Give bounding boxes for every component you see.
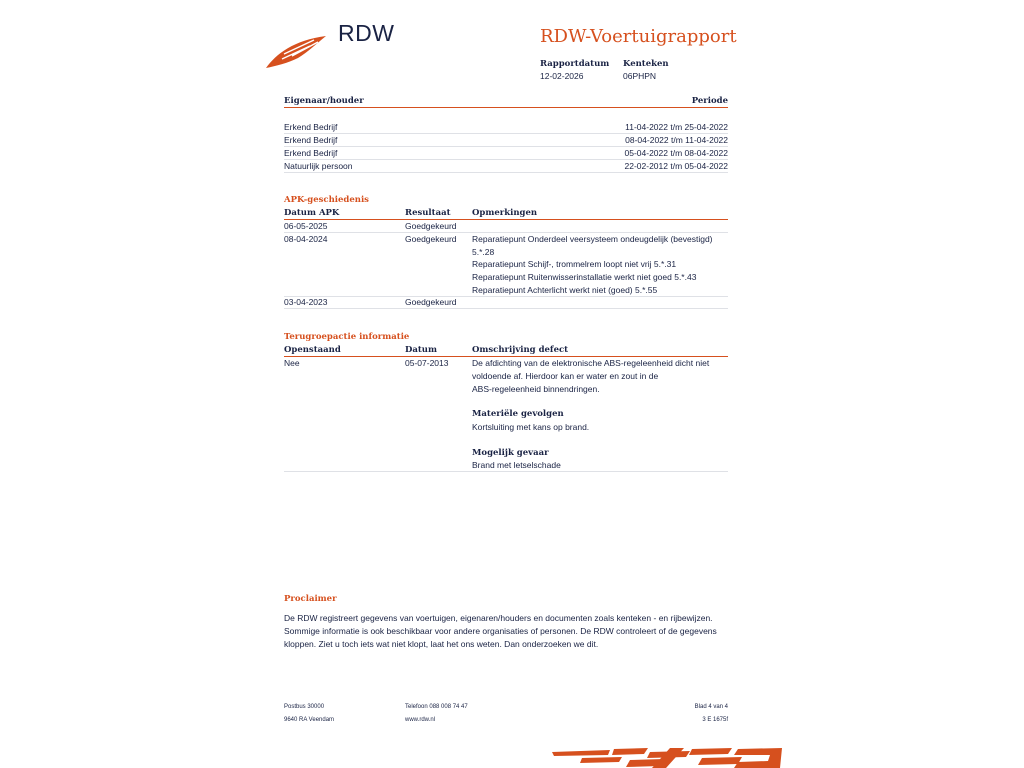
footer-phone: Telefoon 088 008 74 47	[405, 704, 468, 710]
period-cell: 11-04-2022 t/m 25-04-2022	[625, 122, 728, 132]
report-date: 12-02-2026	[540, 71, 584, 81]
logo-text: RDW	[338, 20, 395, 46]
apk-remark-line: Reparatiepunt Onderdeel veersysteem ondeugdelijk (bevestigd)	[472, 234, 713, 244]
owner-cell: Erkend Bedrijf	[284, 148, 338, 158]
divider	[284, 219, 728, 220]
apk-result-header: Resultaat	[405, 208, 451, 218]
apk-remark-line: Reparatiepunt Achterlicht werkt niet (goed) 5.*.55	[472, 285, 658, 295]
proclaimer-line: De RDW registreert gegevens van voertuigen, eigenaren/houders en documenten zoals kenteken - en rijbewijzen.	[284, 613, 713, 623]
proclaimer-title: Proclaimer	[284, 594, 337, 604]
row-divider	[284, 232, 728, 233]
period-cell: 08-04-2022 t/m 11-04-2022	[625, 135, 728, 145]
owner-cell: Erkend Bedrijf	[284, 122, 338, 132]
recall-open-cell: Nee	[284, 358, 300, 368]
apk-remark-line: 5.*.28	[472, 247, 495, 257]
recall-desc-line: voldoende af. Hierdoor kan er water en zout in de	[472, 371, 659, 381]
recall-desc-line: ABS-regeleenheid binnendringen.	[472, 384, 600, 394]
divider	[284, 107, 728, 108]
recall-open-header: Openstaand	[284, 345, 341, 355]
footer-postbus: Postbus 30000	[284, 704, 325, 710]
recall-date-cell: 05-07-2013	[405, 358, 449, 368]
period-column-header: Periode	[691, 96, 728, 106]
apk-section-title: APK-geschiedenis	[284, 195, 369, 205]
report-date-label: Rapportdatum	[540, 59, 610, 69]
row-divider	[284, 133, 728, 134]
apk-date-cell: 03-04-2023	[284, 297, 328, 307]
divider	[284, 356, 728, 357]
proclaimer-line: kloppen. Ziet u toch iets wat niet klopt, laat het ons weten. Dan onderzoeken we dit.	[284, 639, 599, 649]
danger-label: Mogelijk gevaar	[472, 448, 549, 458]
footer-city: 9640 RA Veendam	[284, 717, 335, 723]
rdw-logo-icon	[264, 32, 330, 70]
row-divider	[284, 172, 728, 173]
recall-section-title: Terugroepactie informatie	[284, 332, 410, 342]
proclaimer-line: Sommige informatie is ook beschikbaar voor andere organisaties of personen. De RDW controleert of de gegevens	[284, 626, 717, 636]
consequences-label: Materiële gevolgen	[472, 409, 564, 419]
apk-remarks-header: Opmerkingen	[472, 208, 538, 218]
recall-date-header: Datum	[405, 345, 437, 355]
danger-text: Brand met letselschade	[472, 460, 561, 470]
proclaimer-text	[284, 612, 724, 651]
footer-decoration-icon	[552, 746, 784, 768]
period-cell: 05-04-2022 t/m 08-04-2022	[624, 148, 728, 158]
apk-remark-line: Reparatiepunt Schijf-, trommelrem loopt niet vrij 5.*.31	[472, 259, 677, 269]
apk-result-cell: Goedgekeurd	[405, 234, 457, 244]
period-cell: 22-02-2012 t/m 05-04-2022	[624, 161, 728, 171]
row-divider	[284, 146, 728, 147]
recall-desc-header: Omschrijving defect	[472, 345, 569, 355]
apk-date-cell: 06-05-2025	[284, 221, 328, 231]
apk-date-cell: 08-04-2024	[284, 234, 328, 244]
owner-cell: Natuurlijk persoon	[284, 161, 353, 171]
row-divider	[284, 471, 728, 472]
plate-label: Kenteken	[623, 59, 669, 69]
apk-result-cell: Goedgekeurd	[405, 221, 457, 231]
row-divider	[284, 308, 728, 309]
footer-web-link[interactable]: www.rdw.nl	[405, 717, 436, 723]
footer-code: 3 E 1675f	[702, 717, 728, 723]
report-title: RDW-Voertuigrapport	[540, 26, 737, 47]
row-divider	[284, 296, 728, 297]
footer-page: Blad 4 van 4	[694, 704, 728, 710]
owner-cell: Erkend Bedrijf	[284, 135, 338, 145]
consequences-text: Kortsluiting met kans op brand.	[472, 422, 590, 432]
apk-result-cell: Goedgekeurd	[405, 297, 457, 307]
plate-value: 06PHPN	[623, 71, 657, 81]
row-divider	[284, 159, 728, 160]
owner-column-header: Eigenaar/houder	[284, 96, 364, 106]
apk-remark-line: Reparatiepunt Ruitenwisserinstallatie werkt niet goed 5.*.43	[472, 272, 697, 282]
recall-desc-line: De afdichting van de elektronische ABS-regeleenheid dicht niet	[472, 358, 710, 368]
apk-date-header: Datum APK	[284, 208, 340, 218]
